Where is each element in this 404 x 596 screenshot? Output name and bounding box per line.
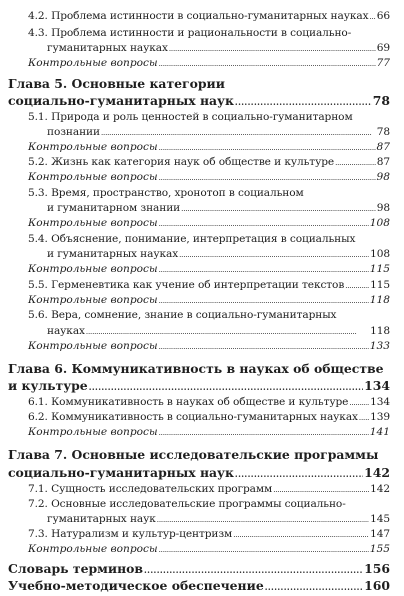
toc-entry-title: Контрольные вопросы	[28, 57, 158, 69]
toc-entry[interactable]	[28, 156, 390, 168]
toc-entry[interactable]	[28, 483, 390, 495]
toc-entry-review-questions[interactable]	[28, 217, 390, 229]
toc-page-number: 87	[376, 141, 390, 153]
toc-entry[interactable]	[28, 187, 390, 199]
dot-leader	[159, 266, 369, 274]
dot-leader	[86, 328, 369, 336]
toc-page-number: 147	[370, 528, 390, 540]
chapter-title: социально-гуманитарных наук	[8, 465, 234, 480]
dot-leader	[159, 429, 369, 437]
toc-page-number: 145	[370, 513, 390, 525]
toc-entry-title: 5.1. Природа и роль ценностей в социально-гуманитарном	[28, 111, 353, 123]
toc-entry-review-questions[interactable]	[28, 294, 390, 306]
toc-page-number: 142	[370, 483, 390, 495]
dot-leader	[181, 205, 376, 213]
toc-entry-title: Контрольные вопросы	[28, 217, 158, 229]
section-title: Словарь терминов	[8, 561, 144, 576]
toc-entry[interactable]	[28, 233, 390, 245]
toc-entry-title: Контрольные вопросы	[28, 171, 158, 183]
dot-leader	[235, 97, 372, 107]
chapter-title: Глава 5. Основные категории	[8, 76, 225, 91]
toc-entry-review-questions[interactable]	[28, 543, 390, 555]
toc-page-number: 98	[376, 171, 390, 183]
toc-entry-title: познании	[47, 126, 100, 138]
toc-entry-continuation[interactable]	[47, 248, 390, 260]
toc-page-number: 160	[364, 578, 390, 593]
section-title: Учебно-методическое обеспечение	[8, 578, 264, 593]
toc-page-number: 155	[369, 543, 390, 555]
dot-leader	[179, 251, 369, 259]
dot-leader	[159, 144, 376, 152]
toc-page-number: 118	[370, 325, 390, 337]
dot-leader	[359, 414, 369, 422]
toc-page-number: 78	[376, 126, 390, 138]
toc-entry-title: гуманитарных наук	[47, 513, 156, 525]
toc-page-number: 141	[369, 426, 390, 438]
chapter-title: Глава 7. Основные исследовательские программы	[8, 447, 379, 462]
toc-page-number: 115	[370, 279, 390, 291]
chapter-heading[interactable]	[8, 361, 390, 376]
toc-page-number: 78	[372, 93, 390, 108]
toc-entry[interactable]	[28, 498, 390, 510]
toc-entry-continuation[interactable]	[47, 202, 390, 214]
dot-leader	[159, 174, 376, 182]
toc-entry-title: Контрольные вопросы	[28, 141, 158, 153]
toc-entry-title: 4.2. Проблема истинности в социально-гуманитарных науках	[28, 10, 369, 22]
toc-page-number: 139	[370, 411, 390, 423]
dot-leader	[369, 13, 375, 21]
dot-leader	[89, 382, 363, 392]
toc-entry[interactable]	[28, 27, 390, 39]
toc-page-number: 115	[369, 263, 390, 275]
dot-leader	[349, 399, 369, 407]
toc-page-number: 108	[369, 217, 390, 229]
toc-page-number: 133	[369, 340, 390, 352]
toc-entry-continuation[interactable]	[47, 325, 390, 337]
toc-entry-title: гуманитарных науках	[47, 42, 168, 54]
toc-entry-continuation[interactable]	[47, 42, 390, 54]
toc-entry-title: 7.3. Натурализм и культур-центризм	[28, 528, 233, 540]
toc-entry[interactable]	[28, 309, 390, 321]
toc-page-number: 134	[370, 396, 390, 408]
toc-entry-title: Контрольные вопросы	[28, 263, 158, 275]
toc-page-number: 142	[364, 465, 390, 480]
toc-entry-title: 5.6. Вера, сомнение, знание в социально-гуманитарных	[28, 309, 337, 321]
toc-entry-title: 6.1. Коммуникативность в науках об обществе и культуре	[28, 396, 349, 408]
toc-page-number: 87	[376, 156, 390, 168]
toc-entry-title: 5.4. Объяснение, понимание, интерпретация в социальных	[28, 233, 356, 245]
dot-leader	[157, 516, 369, 524]
toc-entry-title: Контрольные вопросы	[28, 294, 158, 306]
toc-entry-title: 4.3. Проблема истинности и рациональности в социально-	[28, 27, 352, 39]
toc-page-number: 77	[376, 57, 390, 69]
toc-entry-title: и гуманитарном знании	[47, 202, 181, 214]
chapter-heading-continuation[interactable]	[8, 465, 390, 480]
toc-entry-review-questions[interactable]	[28, 340, 390, 352]
dot-leader	[335, 159, 376, 167]
dot-leader	[345, 282, 369, 290]
toc-entry-title: 7.2. Основные исследовательские программы социально-	[28, 498, 346, 510]
toc-entry[interactable]	[28, 396, 390, 408]
toc-page-number: 69	[376, 42, 390, 54]
toc-entry-title: Контрольные вопросы	[28, 426, 158, 438]
dot-leader	[144, 565, 363, 575]
chapter-heading[interactable]	[8, 76, 390, 91]
toc-entry-review-questions[interactable]	[28, 141, 390, 153]
dot-leader	[169, 45, 376, 53]
toc-entry-title: 5.2. Жизнь как категория наук об обществе и культуре	[28, 156, 335, 168]
section-heading[interactable]	[8, 578, 390, 593]
dot-leader	[273, 486, 369, 494]
toc-entry-title: 5.3. Время, пространство, хронотоп в социальном	[28, 187, 304, 199]
toc-entry-title: 6.2. Коммуникативность в социально-гуманитарных науках	[28, 411, 358, 423]
toc-entry-title: и гуманитарных науках	[47, 248, 179, 260]
toc-entry-continuation[interactable]	[47, 126, 390, 138]
toc-entry[interactable]	[28, 10, 390, 22]
toc-entry[interactable]	[28, 528, 390, 540]
dot-leader	[101, 129, 376, 137]
dot-leader	[159, 546, 369, 554]
toc-entry-title: Контрольные вопросы	[28, 543, 158, 555]
toc-entry-title: 5.5. Герменевтика как учение об интерпретации текстов	[28, 279, 345, 291]
chapter-heading-continuation[interactable]	[8, 93, 390, 108]
dot-leader	[159, 297, 369, 305]
toc-entry-review-questions[interactable]	[28, 171, 390, 183]
toc-entry-review-questions[interactable]	[28, 263, 390, 275]
dot-leader	[233, 531, 369, 539]
toc-entry[interactable]	[28, 411, 390, 423]
toc-entry-review-questions[interactable]	[28, 426, 390, 438]
dot-leader	[159, 220, 369, 228]
toc-entry[interactable]	[28, 279, 390, 291]
section-heading[interactable]	[8, 561, 390, 576]
chapter-title: и культуре	[8, 378, 88, 393]
dot-leader	[265, 582, 363, 592]
toc-entry-title: науках	[47, 325, 85, 337]
toc-entry[interactable]	[28, 111, 390, 123]
chapter-heading-continuation[interactable]	[8, 378, 390, 393]
toc-page-number: 118	[369, 294, 390, 306]
chapter-title: Глава 6. Коммуникативность в науках об обществе	[8, 361, 384, 376]
chapter-heading[interactable]	[8, 447, 390, 462]
toc-entry-title: Контрольные вопросы	[28, 340, 158, 352]
toc-page-number: 134	[364, 378, 390, 393]
toc-page-number: 66	[376, 10, 390, 22]
toc-entry-continuation[interactable]	[47, 513, 390, 525]
toc-page-number: 108	[370, 248, 390, 260]
toc-entry-review-questions[interactable]	[28, 57, 390, 69]
toc-page-number: 156	[364, 561, 390, 576]
dot-leader	[159, 343, 369, 351]
dot-leader	[159, 60, 376, 68]
toc-page-number: 98	[376, 202, 390, 214]
dot-leader	[235, 469, 363, 479]
chapter-title: социально-гуманитарных наук	[8, 93, 234, 108]
toc-entry-title: 7.1. Сущность исследовательских программ	[28, 483, 273, 495]
